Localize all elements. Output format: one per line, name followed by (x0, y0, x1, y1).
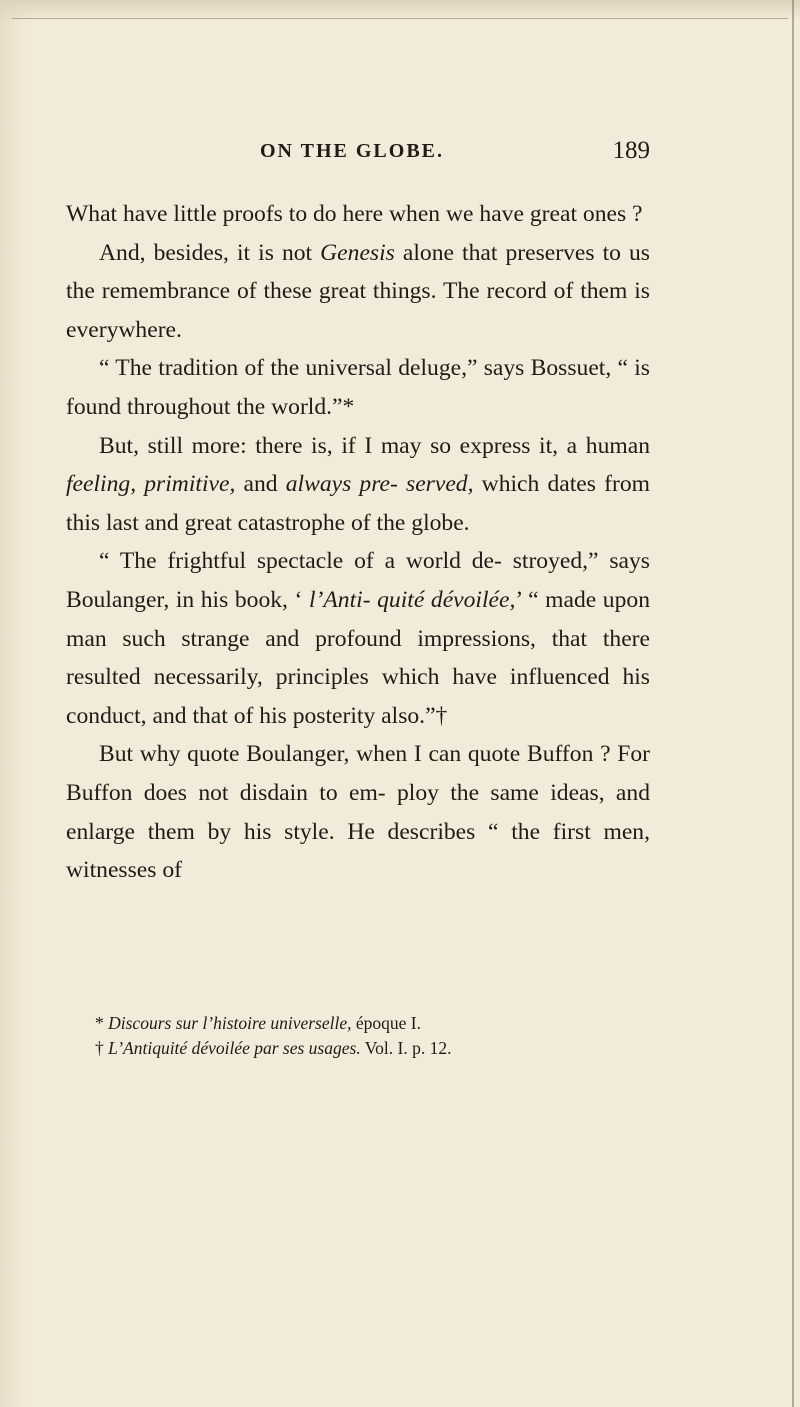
paragraph-4 (66, 427, 650, 543)
paragraph-1 (66, 195, 650, 234)
footnote-2-title: L’Antiquité dévoilée par ses usages. (108, 1038, 361, 1058)
paragraph-5-text-a: “ The frightful spectacle of a world de- stroyed,” says Boulanger, in his book, ‘ (66, 548, 650, 613)
body-text (66, 195, 650, 890)
page-gutter-shadow (0, 0, 28, 1407)
paragraph-6-text: But why quote Boulanger, when I can quote Buffon ? For Buffon does not disdain to em- ploy the same ideas, and enlarge them by his style. He describes “ the first men, witnesses of (66, 741, 650, 884)
paragraph-6 (66, 735, 650, 889)
paragraph-4-italic-d: always pre- served, (285, 471, 474, 498)
paragraph-5 (66, 542, 650, 735)
paragraph-5-text-c: ’ “ made upon man such strange and profound impressions, that there resulted necessarily, principles which have influenced his conduct, and that of his posterity also.”† (66, 586, 650, 729)
paragraph-3 (66, 349, 650, 426)
footnote-1 (66, 1011, 650, 1036)
footnote-1-title: Discours sur l’histoire universelle, (108, 1013, 352, 1033)
footnote-2-mark: † (95, 1038, 109, 1058)
page-header (66, 137, 650, 170)
paragraph-1-text: What have little proofs to do here when we have great ones ? (66, 201, 643, 227)
page-number: 189 (612, 137, 650, 164)
running-head: ON THE GLOBE. (260, 140, 445, 162)
paragraph-4-text-a: But, still more: there is, if I may so express it, a human (99, 432, 650, 459)
paragraph-2 (66, 234, 650, 350)
paragraph-5-italic: l’Anti- quité dévoilée, (308, 586, 516, 613)
paragraph-4-text-e: which dates from this last and great catastrophe of the globe. (66, 471, 650, 536)
footnotes (66, 1011, 650, 1061)
footnote-1-mark: * (95, 1013, 109, 1033)
footnote-1-rest: époque I. (351, 1013, 421, 1033)
paragraph-4-text-c: and (235, 471, 286, 498)
page-right-edge (792, 0, 794, 1407)
paragraph-2-text-a: And, besides, it is not (99, 239, 321, 266)
footnote-2-rest: Vol. I. p. 12. (360, 1038, 452, 1058)
paragraph-3-text: “ The tradition of the universal deluge,” says Bossuet, “ is found throughout the world.”* (66, 355, 650, 420)
page-top-edge (12, 18, 788, 19)
paragraph-4-italic-b: feeling, primitive, (66, 471, 236, 498)
paragraph-2-text-c: alone that preserves to us the remembrance of these great things. The record of them is everywhere. (66, 239, 650, 343)
footnote-2 (66, 1036, 650, 1061)
paragraph-2-italic: Genesis (320, 239, 395, 266)
